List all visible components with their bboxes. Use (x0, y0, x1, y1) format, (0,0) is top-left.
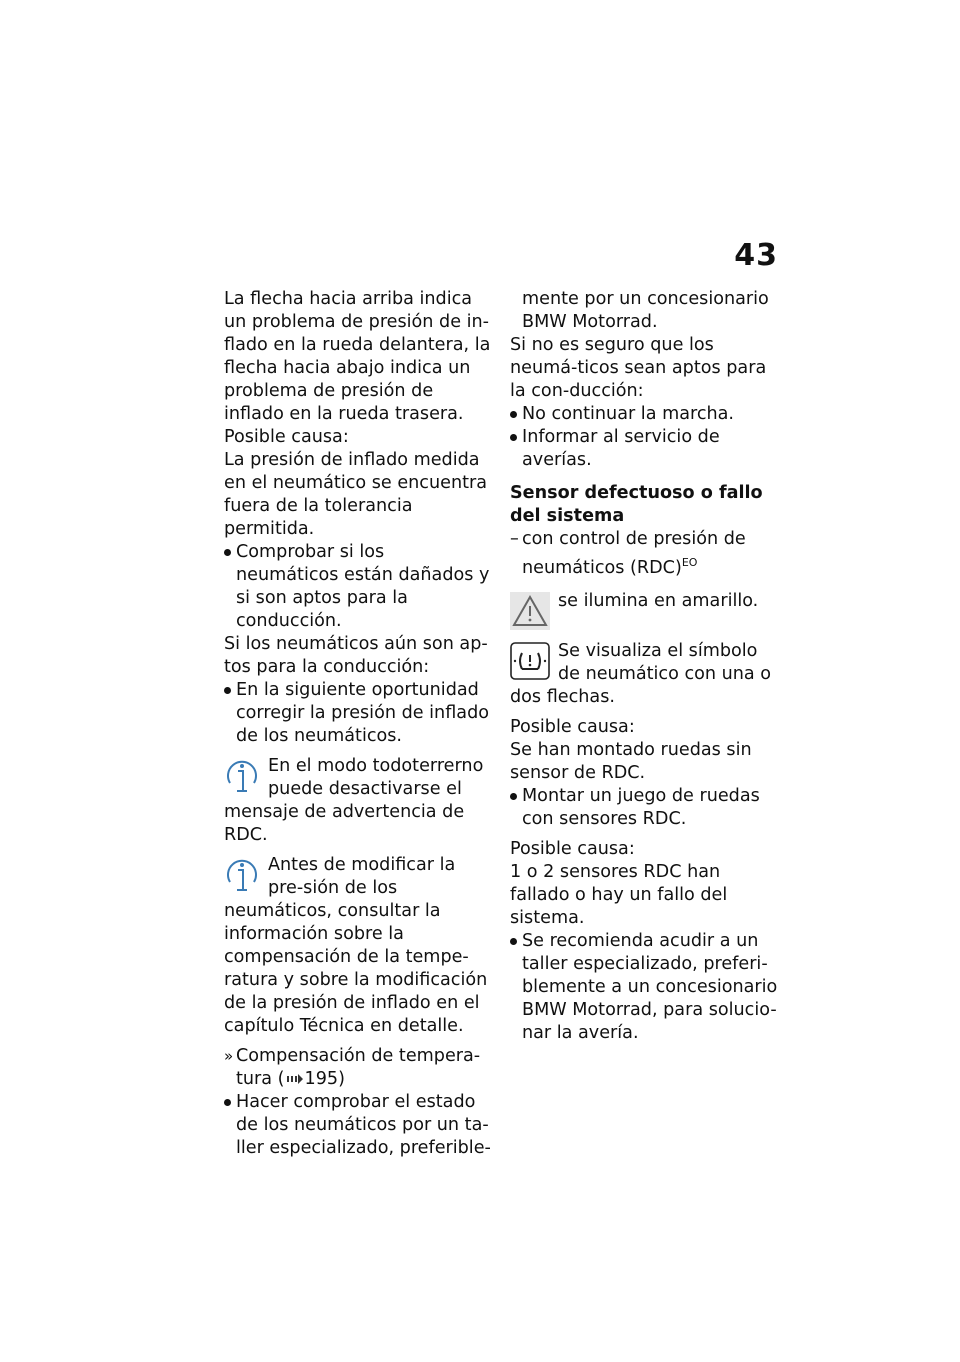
page-reference-arrow-icon (287, 1074, 303, 1084)
continued-text: mente por un concesionario BMW Motorrad. (522, 289, 769, 332)
bullet-text: En la siguiente oportunidad corregir la presión de inflado de los neumáticos. (236, 680, 489, 746)
page-number: 43 (734, 238, 778, 273)
paragraph: Si los neumáticos aún son ap-tos para la conducción: (224, 634, 488, 677)
indicator-text: se ilumina en amarillo. (558, 590, 759, 611)
info-icon (224, 856, 260, 896)
info-icon (224, 757, 260, 797)
info-note (224, 755, 492, 847)
bullet-text: Se recomienda acudir a un taller especializado, preferi-blemente a un concesionario BMW Motorrad, para solucio-nar la avería. (522, 930, 778, 1043)
cause-text: La presión de inflado medida en el neumático se encuentra fuera de la tolerancia permitida. (224, 450, 488, 539)
warning-triangle-icon (510, 592, 550, 630)
bullet-dot (510, 793, 517, 800)
section-heading: Sensor defectuoso o fallo del sistema (510, 483, 763, 526)
bullet-item (510, 426, 782, 472)
info-note (224, 854, 492, 1038)
tire-indicator (510, 640, 782, 709)
right-column (510, 288, 782, 1045)
bullet-text: Hacer comprobar el estado de los neumáticos por un ta-ller especializado, preferible- (236, 1092, 491, 1158)
bullet-text: Montar un juego de ruedas con sensores RDC. (522, 785, 760, 829)
note-text: En el modo todoterrerno puede desactivarse el mensaje de advertencia de RDC. (224, 756, 484, 845)
bullet-dot (510, 938, 517, 945)
left-column (224, 288, 492, 1160)
cause-label: Posible causa: (224, 427, 349, 447)
note-text: Antes de modificar la pre-sión de los neumáticos, consultar la información sobre la compensación de la tempe-ratura y sobre la modificación de la presión de inflado en el capítulo Técnica en detalle. (224, 855, 488, 1036)
bullet-item (224, 1091, 492, 1160)
page-reference[interactable] (224, 1045, 492, 1091)
condition-text: con control de presión de neumáticos (RDC) (522, 529, 746, 578)
bullet-text: Informar al servicio de averías. (522, 427, 720, 470)
bullet-text: Comprobar si los neumáticos están dañados y si son aptos para la conducción. (236, 542, 490, 631)
equipment-superscript: EO (681, 556, 698, 569)
bullet-dot (224, 549, 231, 556)
cause-label: Posible causa: (510, 716, 635, 737)
bullet-item (510, 785, 782, 831)
bullet-item (510, 403, 782, 426)
reference-page: 195) (304, 1069, 345, 1089)
bullet-dot (510, 411, 517, 418)
indicator-text: Se visualiza el símbolo de neumático con una o dos flechas. (510, 640, 772, 707)
cause-text: 1 o 2 sensores RDC han fallado o hay un fallo del sistema. (510, 861, 728, 928)
bullet-dot (224, 687, 231, 694)
bullet-item (224, 679, 492, 748)
paragraph: La flecha hacia arriba indica un problema de presión de in-flado en la rueda delantera, la flecha hacia abajo indica un problema de presión de inflado en la rueda trasera. (224, 289, 491, 424)
dash-glyph: – (510, 529, 519, 549)
reference-glyph: » (224, 1047, 234, 1065)
bullet-item (510, 930, 782, 1045)
reference-text: Compensación de tempera-tura ( (236, 1046, 481, 1089)
condition-item (510, 528, 782, 580)
bullet-dot (224, 1099, 231, 1106)
cause-label: Posible causa: (510, 838, 635, 859)
bullet-text: No continuar la marcha. (522, 404, 735, 424)
bullet-dot (510, 434, 517, 441)
tire-pressure-icon (510, 642, 550, 680)
warning-indicator (510, 590, 782, 630)
cause-text: Se han montado ruedas sin sensor de RDC. (510, 739, 752, 783)
bullet-item (224, 541, 492, 633)
paragraph: Si no es seguro que los neumá-ticos sean aptos para la con-ducción: (510, 335, 767, 401)
